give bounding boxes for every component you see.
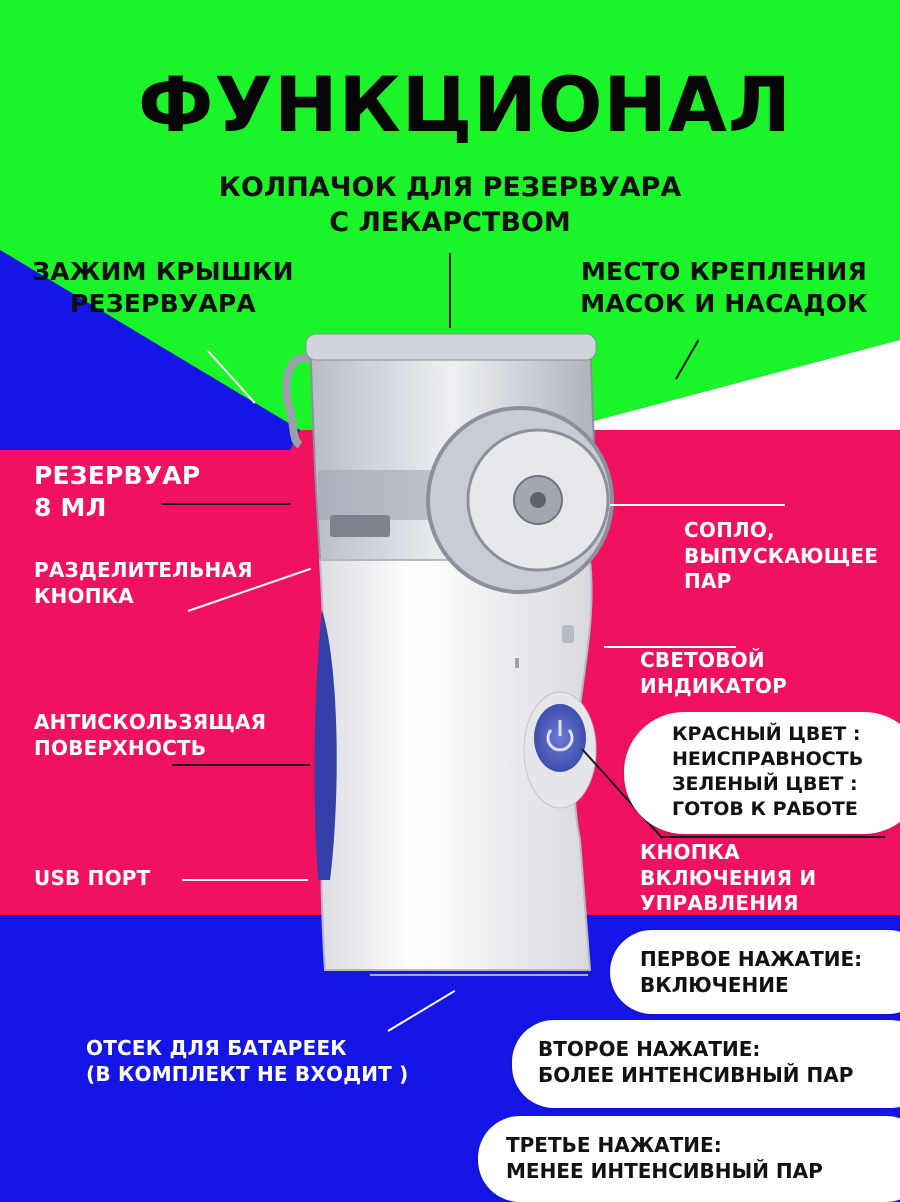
label-usb-port: USB ПОРТ (34, 866, 151, 890)
indicator-light-2-shape (515, 658, 519, 668)
info-text-press-2: ВТОРОЕ НАЖАТИЕ: БОЛЕЕ ИНТЕНСИВНЫЙ ПАР (538, 1037, 854, 1088)
label-nozzle: СОПЛО, ВЫПУСКАЮЩЕЕ ПАР (684, 518, 879, 594)
callout-line-usb (182, 879, 308, 881)
nebulizer-illustration (270, 320, 630, 1000)
label-power-button: КНОПКА ВКЛЮЧЕНИЯ И УПРАВЛЕНИЯ (640, 840, 817, 916)
info-text-press-3: ТРЕТЬЕ НАЖАТИЕ: МЕНЕЕ ИНТЕНСИВНЫЙ ПАР (506, 1133, 823, 1184)
callout-line-nozzle (610, 504, 785, 506)
callout-line-power-2 (660, 836, 885, 838)
label-battery: ОТСЕК ДЛЯ БАТАРЕЕК (В КОМПЛЕКТ НЕ ВХОДИТ ) (86, 1036, 409, 1086)
label-anti-slip: АНТИСКОЛЬЗЯЩАЯ ПОВЕРХНОСТЬ (34, 710, 267, 760)
subtitle-cap: КОЛПАЧОК ДЛЯ РЕЗЕРВУАРА С ЛЕКАРСТВОМ (218, 172, 682, 239)
separator-button-shape (330, 515, 390, 537)
page-title: ФУНКЦИОНАЛ (138, 60, 792, 149)
callout-line-anti-slip (172, 764, 310, 766)
callout-line-cap (449, 253, 451, 328)
reservoir-top-rim (306, 334, 596, 360)
info-text-indicator-colors: КРАСНЫЙ ЦВЕТ : НЕИСПРАВНОСТЬ ЗЕЛЕНЫЙ ЦВЕТ : ГОТОВ К РАБОТЕ (672, 723, 864, 821)
power-button-shape (534, 704, 586, 772)
label-separator-button: РАЗДЕЛИТЕЛЬНАЯ КНОПКА (34, 558, 253, 608)
label-lid-clamp: ЗАЖИМ КРЫШКИ РЕЗЕРВУАРА (32, 257, 294, 318)
info-text-press-1: ПЕРВОЕ НАЖАТИЕ: ВКЛЮЧЕНИЕ (640, 947, 863, 998)
indicator-light-shape (562, 625, 574, 643)
label-light-indicator: СВЕТОВОЙ ИНДИКАТОР (640, 648, 787, 698)
label-reservoir: РЕЗЕРВУАР 8 МЛ (34, 461, 201, 522)
nozzle-core (530, 492, 546, 508)
lid-clamp-shape (286, 358, 312, 445)
label-mask-mount: МЕСТО КРЕПЛЕНИЯ МАСОК И НАСАДОК (580, 257, 868, 318)
